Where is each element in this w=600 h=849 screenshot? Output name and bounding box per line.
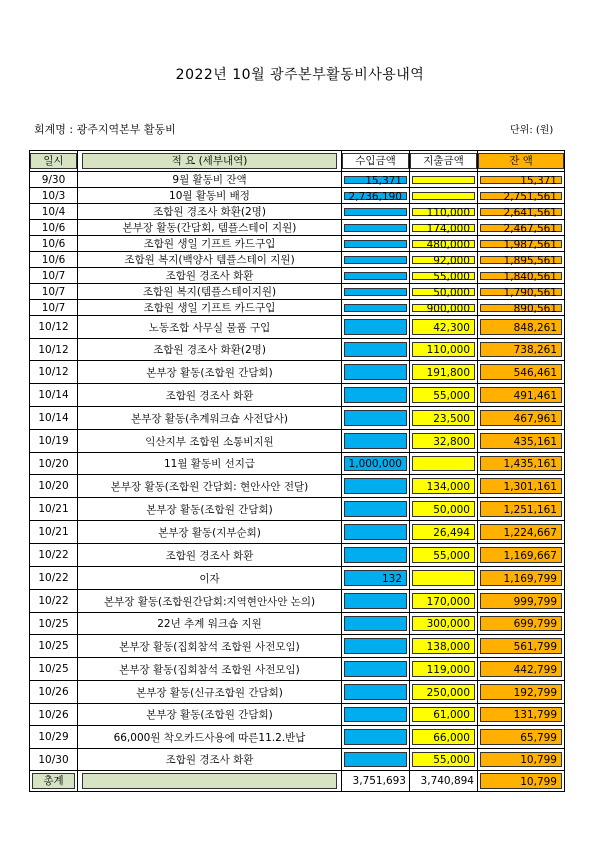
unit-label: 단위: (원) bbox=[510, 125, 554, 136]
row-income bbox=[342, 613, 410, 635]
row-date: 10/21 bbox=[30, 521, 78, 544]
row-balance: 1,224,667 bbox=[478, 521, 565, 544]
table-row bbox=[30, 188, 565, 204]
table-row bbox=[30, 220, 565, 236]
row-balance: 1,987,561 bbox=[478, 236, 565, 252]
table-row bbox=[30, 635, 565, 658]
expense-table bbox=[29, 150, 565, 792]
row-expense: 55,000 bbox=[410, 384, 478, 407]
row-expense bbox=[410, 188, 478, 204]
row-date: 10/3 bbox=[30, 188, 78, 204]
row-date: 10/22 bbox=[30, 590, 78, 613]
row-description: 조합원 생일 기프트 카드구입 bbox=[78, 300, 342, 316]
totals-row bbox=[30, 771, 565, 792]
row-balance: 2,751,561 bbox=[478, 188, 565, 204]
table-row bbox=[30, 172, 565, 188]
row-balance: 442,799 bbox=[478, 658, 565, 681]
row-expense: 26,494 bbox=[410, 521, 478, 544]
row-expense: 92,000 bbox=[410, 252, 478, 268]
row-expense: 174,000 bbox=[410, 220, 478, 236]
table-row bbox=[30, 252, 565, 268]
row-description: 본부장 활동(조합원 간담회) bbox=[78, 361, 342, 384]
row-description: 조합원 경조사 화환 bbox=[78, 544, 342, 567]
row-expense bbox=[410, 453, 478, 475]
row-balance: 699,799 bbox=[478, 613, 565, 635]
document-title: 2022년 10월 광주본부활동비사용내역 bbox=[175, 67, 425, 83]
row-balance: 999,799 bbox=[478, 590, 565, 613]
table-row bbox=[30, 567, 565, 590]
row-description: 본부장 활동(간담회, 템플스테이 지원) bbox=[78, 220, 342, 236]
table-row bbox=[30, 498, 565, 521]
table-row bbox=[30, 361, 565, 384]
row-expense: 42,300 bbox=[410, 316, 478, 339]
row-date: 10/12 bbox=[30, 316, 78, 339]
row-date: 10/26 bbox=[30, 704, 78, 726]
row-expense bbox=[410, 567, 478, 590]
row-date: 9/30 bbox=[30, 172, 78, 188]
row-income bbox=[342, 284, 410, 300]
row-description: 본부장 활동(조합원 간담회: 현안사안 전달) bbox=[78, 475, 342, 498]
row-date: 10/25 bbox=[30, 635, 78, 658]
row-date: 10/22 bbox=[30, 544, 78, 567]
row-balance: 192,799 bbox=[478, 681, 565, 704]
row-description: 조합원 경조사 화환(2명) bbox=[78, 339, 342, 361]
row-income: 15,371 bbox=[342, 172, 410, 188]
row-expense: 134,000 bbox=[410, 475, 478, 498]
table-row bbox=[30, 339, 565, 361]
row-description: 조합원 생일 기프트 카드구입 bbox=[78, 236, 342, 252]
totals-label: 총계 bbox=[30, 771, 78, 792]
row-income bbox=[342, 726, 410, 749]
table-row bbox=[30, 430, 565, 453]
row-income: 1,000,000 bbox=[342, 453, 410, 475]
row-income bbox=[342, 430, 410, 453]
row-balance: 1,435,161 bbox=[478, 453, 565, 475]
row-expense: 23,500 bbox=[410, 407, 478, 430]
table-row bbox=[30, 316, 565, 339]
table-row bbox=[30, 749, 565, 771]
row-date: 10/26 bbox=[30, 681, 78, 704]
row-date: 10/12 bbox=[30, 361, 78, 384]
row-description: 본부장 활동(신규조합원 간담회) bbox=[78, 681, 342, 704]
header-expense: 지출금액 bbox=[410, 151, 478, 172]
row-description: 조합원 복지(백양사 템플스테이 지원) bbox=[78, 252, 342, 268]
row-balance: 1,790,561 bbox=[478, 284, 565, 300]
row-description: 노동조합 사무실 물품 구입 bbox=[78, 316, 342, 339]
row-balance: 65,799 bbox=[478, 726, 565, 749]
row-income bbox=[342, 498, 410, 521]
row-balance: 2,467,561 bbox=[478, 220, 565, 236]
row-description: 조합원 경조사 화환(2명) bbox=[78, 204, 342, 220]
row-date: 10/19 bbox=[30, 430, 78, 453]
row-expense: 110,000 bbox=[410, 204, 478, 220]
row-date: 10/7 bbox=[30, 284, 78, 300]
row-date: 10/14 bbox=[30, 407, 78, 430]
row-date: 10/20 bbox=[30, 475, 78, 498]
row-description: 본부장 활동(지부순회) bbox=[78, 521, 342, 544]
row-expense: 50,000 bbox=[410, 498, 478, 521]
row-income bbox=[342, 361, 410, 384]
row-balance: 1,251,161 bbox=[478, 498, 565, 521]
table-header-row bbox=[30, 151, 565, 172]
row-expense: 480,000 bbox=[410, 236, 478, 252]
table-row bbox=[30, 704, 565, 726]
row-balance: 738,261 bbox=[478, 339, 565, 361]
row-expense: 32,800 bbox=[410, 430, 478, 453]
row-income bbox=[342, 658, 410, 681]
row-description: 조합원 경조사 화환 bbox=[78, 384, 342, 407]
row-income bbox=[342, 339, 410, 361]
totals-description bbox=[78, 771, 342, 792]
row-balance: 1,169,799 bbox=[478, 567, 565, 590]
row-date: 10/12 bbox=[30, 339, 78, 361]
row-expense: 55,000 bbox=[410, 544, 478, 567]
header-date: 일시 bbox=[30, 151, 78, 172]
row-date: 10/20 bbox=[30, 453, 78, 475]
row-description: 9월 활동비 잔액 bbox=[78, 172, 342, 188]
row-date: 10/7 bbox=[30, 268, 78, 284]
row-income bbox=[342, 590, 410, 613]
row-expense: 900,000 bbox=[410, 300, 478, 316]
row-balance: 561,799 bbox=[478, 635, 565, 658]
table-row bbox=[30, 268, 565, 284]
table-row bbox=[30, 521, 565, 544]
row-income bbox=[342, 384, 410, 407]
row-date: 10/6 bbox=[30, 252, 78, 268]
row-income: 2,736,190 bbox=[342, 188, 410, 204]
row-description: 22년 추계 워크숍 지원 bbox=[78, 613, 342, 635]
row-description: 본부장 활동(추계워크숍 사전답사) bbox=[78, 407, 342, 430]
row-description: 본부장 활동(조합원 간담회) bbox=[78, 704, 342, 726]
row-expense: 250,000 bbox=[410, 681, 478, 704]
row-expense: 138,000 bbox=[410, 635, 478, 658]
row-expense: 191,800 bbox=[410, 361, 478, 384]
row-description: 조합원 경조사 화환 bbox=[78, 749, 342, 771]
row-description: 본부장 활동(조합원간담회:지역현안사안 논의) bbox=[78, 590, 342, 613]
row-income bbox=[342, 204, 410, 220]
row-balance: 1,840,561 bbox=[478, 268, 565, 284]
table-row bbox=[30, 284, 565, 300]
row-income bbox=[342, 749, 410, 771]
totals-balance: 10,799 bbox=[478, 771, 565, 792]
row-expense bbox=[410, 172, 478, 188]
account-name: 회계명 : 광주지역본부 활동비 bbox=[34, 123, 176, 136]
row-expense: 50,000 bbox=[410, 284, 478, 300]
row-balance: 890,561 bbox=[478, 300, 565, 316]
row-balance: 2,641,561 bbox=[478, 204, 565, 220]
totals-income: 3,751,693 bbox=[342, 771, 410, 792]
row-date: 10/6 bbox=[30, 220, 78, 236]
row-description: 조합원 복지(템플스테이지원) bbox=[78, 284, 342, 300]
table-row bbox=[30, 475, 565, 498]
row-expense: 66,000 bbox=[410, 726, 478, 749]
row-description: 본부장 활동(집회참석 조합원 사전모임) bbox=[78, 658, 342, 681]
row-expense: 110,000 bbox=[410, 339, 478, 361]
row-date: 10/25 bbox=[30, 613, 78, 635]
row-description: 본부장 활동(조합원 간담회) bbox=[78, 498, 342, 521]
table-row bbox=[30, 544, 565, 567]
table-row bbox=[30, 300, 565, 316]
row-income bbox=[342, 681, 410, 704]
row-date: 10/21 bbox=[30, 498, 78, 521]
row-date: 10/22 bbox=[30, 567, 78, 590]
table-row bbox=[30, 453, 565, 475]
row-balance: 491,461 bbox=[478, 384, 565, 407]
row-date: 10/25 bbox=[30, 658, 78, 681]
table-row bbox=[30, 236, 565, 252]
row-balance: 848,261 bbox=[478, 316, 565, 339]
row-income bbox=[342, 544, 410, 567]
row-description: 11월 활동비 선지급 bbox=[78, 453, 342, 475]
row-income bbox=[342, 220, 410, 236]
table-row bbox=[30, 204, 565, 220]
table-row bbox=[30, 726, 565, 749]
table-row bbox=[30, 590, 565, 613]
row-income bbox=[342, 635, 410, 658]
row-date: 10/6 bbox=[30, 236, 78, 252]
row-income bbox=[342, 300, 410, 316]
row-income bbox=[342, 407, 410, 430]
row-income bbox=[342, 316, 410, 339]
row-expense: 61,000 bbox=[410, 704, 478, 726]
row-date: 10/4 bbox=[30, 204, 78, 220]
header-balance: 잔 액 bbox=[478, 151, 565, 172]
row-balance: 467,961 bbox=[478, 407, 565, 430]
row-balance: 131,799 bbox=[478, 704, 565, 726]
row-expense: 55,000 bbox=[410, 268, 478, 284]
row-date: 10/7 bbox=[30, 300, 78, 316]
row-description: 66,000원 착오카드사용에 따른11.2.반납 bbox=[78, 726, 342, 749]
row-balance: 1,169,667 bbox=[478, 544, 565, 567]
row-balance: 435,161 bbox=[478, 430, 565, 453]
row-date: 10/30 bbox=[30, 749, 78, 771]
row-income bbox=[342, 236, 410, 252]
row-balance: 15,371 bbox=[478, 172, 565, 188]
table-row bbox=[30, 613, 565, 635]
row-income bbox=[342, 704, 410, 726]
table-row bbox=[30, 681, 565, 704]
row-expense: 119,000 bbox=[410, 658, 478, 681]
row-balance: 10,799 bbox=[478, 749, 565, 771]
totals-expense: 3,740,894 bbox=[410, 771, 478, 792]
row-income: 132 bbox=[342, 567, 410, 590]
row-balance: 1,301,161 bbox=[478, 475, 565, 498]
row-income bbox=[342, 268, 410, 284]
row-income bbox=[342, 521, 410, 544]
row-income bbox=[342, 252, 410, 268]
header-income: 수입금액 bbox=[342, 151, 410, 172]
row-description: 익산지부 조합원 소통비지원 bbox=[78, 430, 342, 453]
table-row bbox=[30, 384, 565, 407]
row-balance: 546,461 bbox=[478, 361, 565, 384]
row-expense: 300,000 bbox=[410, 613, 478, 635]
row-expense: 55,000 bbox=[410, 749, 478, 771]
row-income bbox=[342, 475, 410, 498]
row-description: 조합원 경조사 화환 bbox=[78, 268, 342, 284]
row-description: 이자 bbox=[78, 567, 342, 590]
row-date: 10/29 bbox=[30, 726, 78, 749]
row-description: 10월 활동비 배정 bbox=[78, 188, 342, 204]
table-row bbox=[30, 658, 565, 681]
row-date: 10/14 bbox=[30, 384, 78, 407]
row-description: 본부장 활동(집회참석 조합원 사전모임) bbox=[78, 635, 342, 658]
row-balance: 1,895,561 bbox=[478, 252, 565, 268]
header-description: 적 요 (세부내역) bbox=[78, 151, 342, 172]
row-expense: 170,000 bbox=[410, 590, 478, 613]
table-row bbox=[30, 407, 565, 430]
